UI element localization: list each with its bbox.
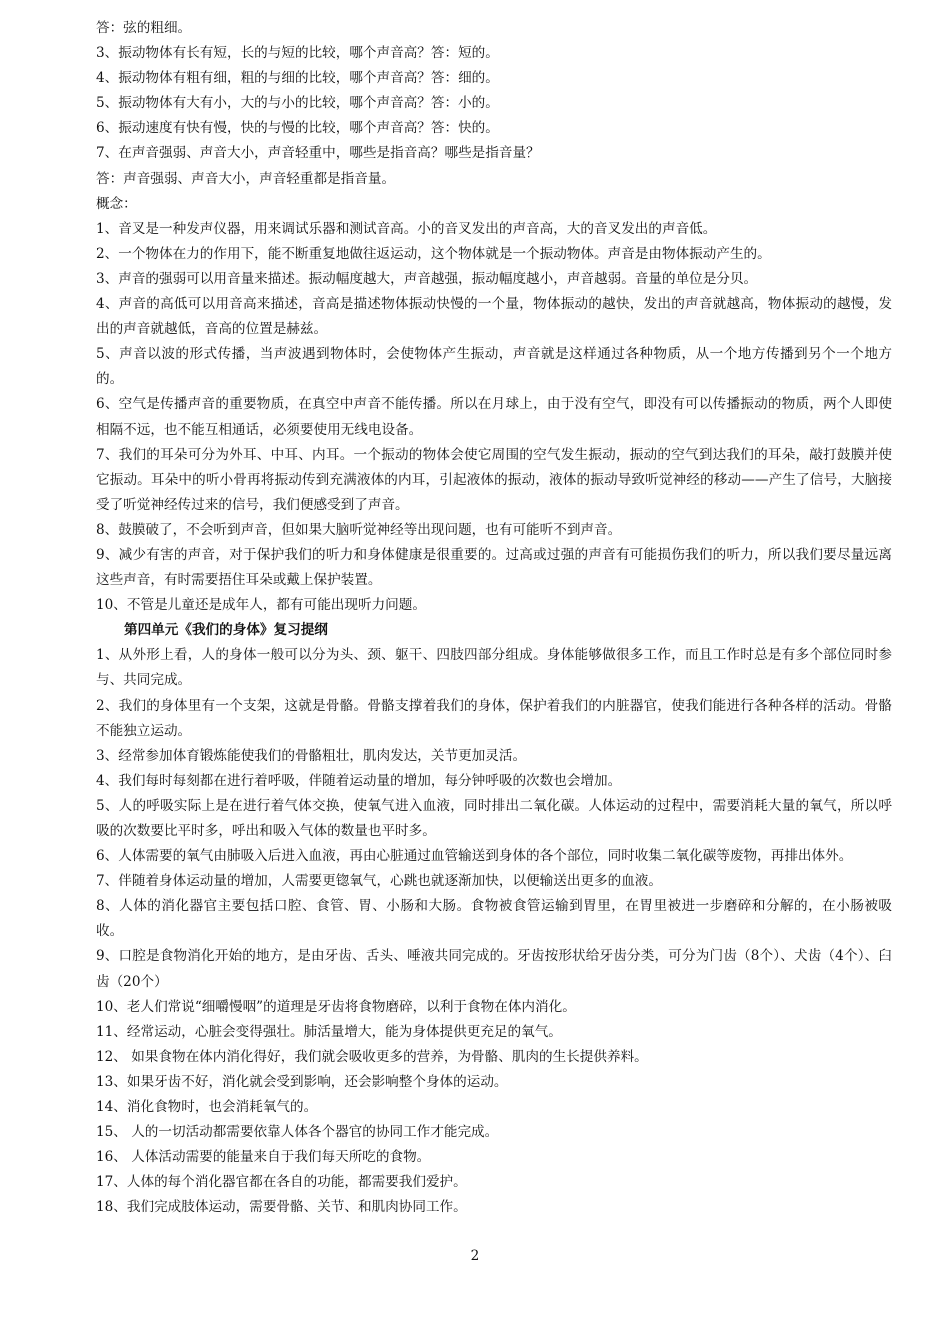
question-5: 5、振动物体有大有小，大的与小的比较，哪个声音高？答：小的。	[96, 95, 499, 112]
body-item-7: 7、伴随着身体运动量的增加，人需要更锪氧气，心跳也就逐渐加快，以便输送出更多的血液。	[96, 873, 662, 890]
answer-7: 答：声音强弱、声音大小，声音轻重都是指音量。	[96, 170, 396, 187]
concepts-label: 概念：	[96, 195, 137, 212]
concept-9: 9、减少有害的声音，对于保护我们的听力和身体健康是很重要的。过高或过强的声音有可能损伤我们的听力，所以我们要尽量远离这些声音，有时需要捂住耳朵或戴上保护装置。	[96, 546, 892, 589]
question-6: 6、振动速度有快有慢，快的与慢的比较，哪个声音高？答：快的。	[96, 120, 499, 137]
concept-2: 2、一个物体在力的作用下，能不断重复地做往返运动，这个物体就是一个振动物体。声音是由物体振动产生的。	[96, 245, 771, 262]
body-item-14: 14、消化食物时，也会消耗氧气的。	[96, 1099, 318, 1116]
concept-3: 3、声音的强弱可以用音量来描述。振动幅度越大，声音越强，振动幅度越小，声音越弱。音量的单位是分贝。	[96, 270, 758, 287]
concept-8: 8、鼓膜破了，不会听到声音，但如果大脑听觉神经等出现问题，也有可能听不到声音。	[96, 521, 622, 538]
body-item-8: 8、人体的消化器官主要包括口腔、食管、胃、小肠和大肠。食物被食管运输到胃里，在胃里被进一步磨碎和分解的，在小肠被吸收。	[96, 898, 892, 940]
question-4: 4、振动物体有粗有细，粗的与细的比较，哪个声音高？答：细的。	[96, 70, 499, 87]
concept-1: 1、音叉是一种发声仪器，用来调试乐器和测试音高。小的音叉发出的声音高，大的音叉发出的声音低。	[96, 220, 717, 237]
body-item-1: 1、从外形上看，人的身体一般可以分为头、颈、躯干、四肢四部分组成。身体能够做很多工作，而且工作时总是有多个部位同时参与、共同完成。	[96, 647, 892, 689]
body-item-10: 10、老人们常说“细嚼慢咽”的道理是牙齿将食物磨碎，以利于食物在体内消化。	[96, 998, 576, 1015]
body-item-4: 4、我们每时每刻都在进行着呼吸，伴随着运动量的增加，每分钟呼吸的次数也会增加。	[96, 772, 622, 789]
body-item-12: 12、 如果食物在体内消化得好，我们就会吸收更多的营养，为骨骼、肌肉的生长提供养料。	[96, 1048, 648, 1065]
question-7: 7、在声音强弱、声音大小，声音轻重中，哪些是指音高？哪些是指音量？	[96, 145, 540, 162]
body-item-6: 6、人体需要的氧气由肺吸入后进入血液，再由心脏通过血管输送到身体的各个部位，同时收集二氧化碳等废物，再排出体外。	[96, 848, 853, 865]
answer-line: 答：弦的粗细。	[96, 20, 192, 36]
concept-5: 5、声音以波的形式传播，当声波遇到物体时，会使物体产生振动，声音就是这样通过各种物质，从一个地方传播到另个一个地方的。	[96, 346, 892, 388]
body-item-9: 9、口腔是食物消化开始的地方，是由牙齿、舌头、唾液共同完成的。牙齿按形状给牙齿分类，可分为门齿（8个）、犬齿（4个）、臼齿（20个）	[96, 948, 892, 990]
body-item-16: 16、 人体活动需要的能量来自于我们每天所吃的食物。	[96, 1149, 431, 1166]
section-heading: 第四单元《我们的身体》复习提纲	[124, 622, 328, 639]
concept-6: 6、空气是传播声音的重要物质，在真空中声音不能传播。所以在月球上，由于没有空气，即没有可以传播振动的物质，两个人即使相隔不远，也不能互相通话，必须要使用无线电设备。	[96, 396, 892, 438]
concept-4: 4、声音的高低可以用音高来描述，音高是描述物体振动快慢的一个量，物体振动的越快，发出的声音就越高，物体振动的越慢，发出的声音就越低，音高的位置是赫兹。	[96, 296, 892, 338]
page-body	[96, 16, 892, 1221]
body-item-13: 13、如果牙齿不好，消化就会受到影响，还会影响整个身体的运动。	[96, 1073, 508, 1090]
concept-7: 7、我们的耳朵可分为外耳、中耳、内耳。一个振动的物体会使它周围的空气发生振动，振动的空气到达我们的耳朵，敲打鼓膜并使它振动。耳朵中的听小骨再将振动传到充满液体的内耳，引起液体的振动，液体的振动导致听觉神经的移动——产生了信号，大脑接受了听觉神经传过来的信号，我们便感受到了声音。	[96, 446, 892, 513]
page-number: 2	[470, 1248, 480, 1264]
body-item-17: 17、人体的每个消化器官都在各自的功能，都需要我们爱护。	[96, 1174, 467, 1191]
body-item-18: 18、我们完成肢体运动，需要骨骼、关节、和肌肉协同工作。	[96, 1199, 467, 1216]
body-item-5: 5、人的呼吸实际上是在进行着气体交换，使氧气进入血液，同时排出二氧化碳。人体运动的过程中，需要消耗大量的氧气，所以呼吸的次数要比平时多，呼出和吸入气体的数量也平时多。	[96, 797, 892, 839]
body-item-3: 3、经常参加体育锻炼能使我们的骨骼粗壮，肌肉发达，关节更加灵活。	[96, 747, 527, 764]
body-item-15: 15、 人的一切活动都需要依靠人体各个器官的协同工作才能完成。	[96, 1124, 499, 1141]
question-3: 3、振动物体有长有短，长的与短的比较，哪个声音高？答：短的。	[96, 45, 499, 62]
concept-10: 10、不管是儿童还是成年人，都有可能出现听力问题。	[96, 597, 426, 614]
body-item-2: 2、我们的身体里有一个支架，这就是骨骼。骨骼支撑着我们的身体，保护着我们的内脏器官，使我们能进行各种各样的活动。骨骼不能独立运动。	[96, 697, 892, 739]
body-item-11: 11、经常运动，心脏会变得强壮。肺活量增大，能为身体提供更充足的氧气。	[96, 1023, 562, 1040]
